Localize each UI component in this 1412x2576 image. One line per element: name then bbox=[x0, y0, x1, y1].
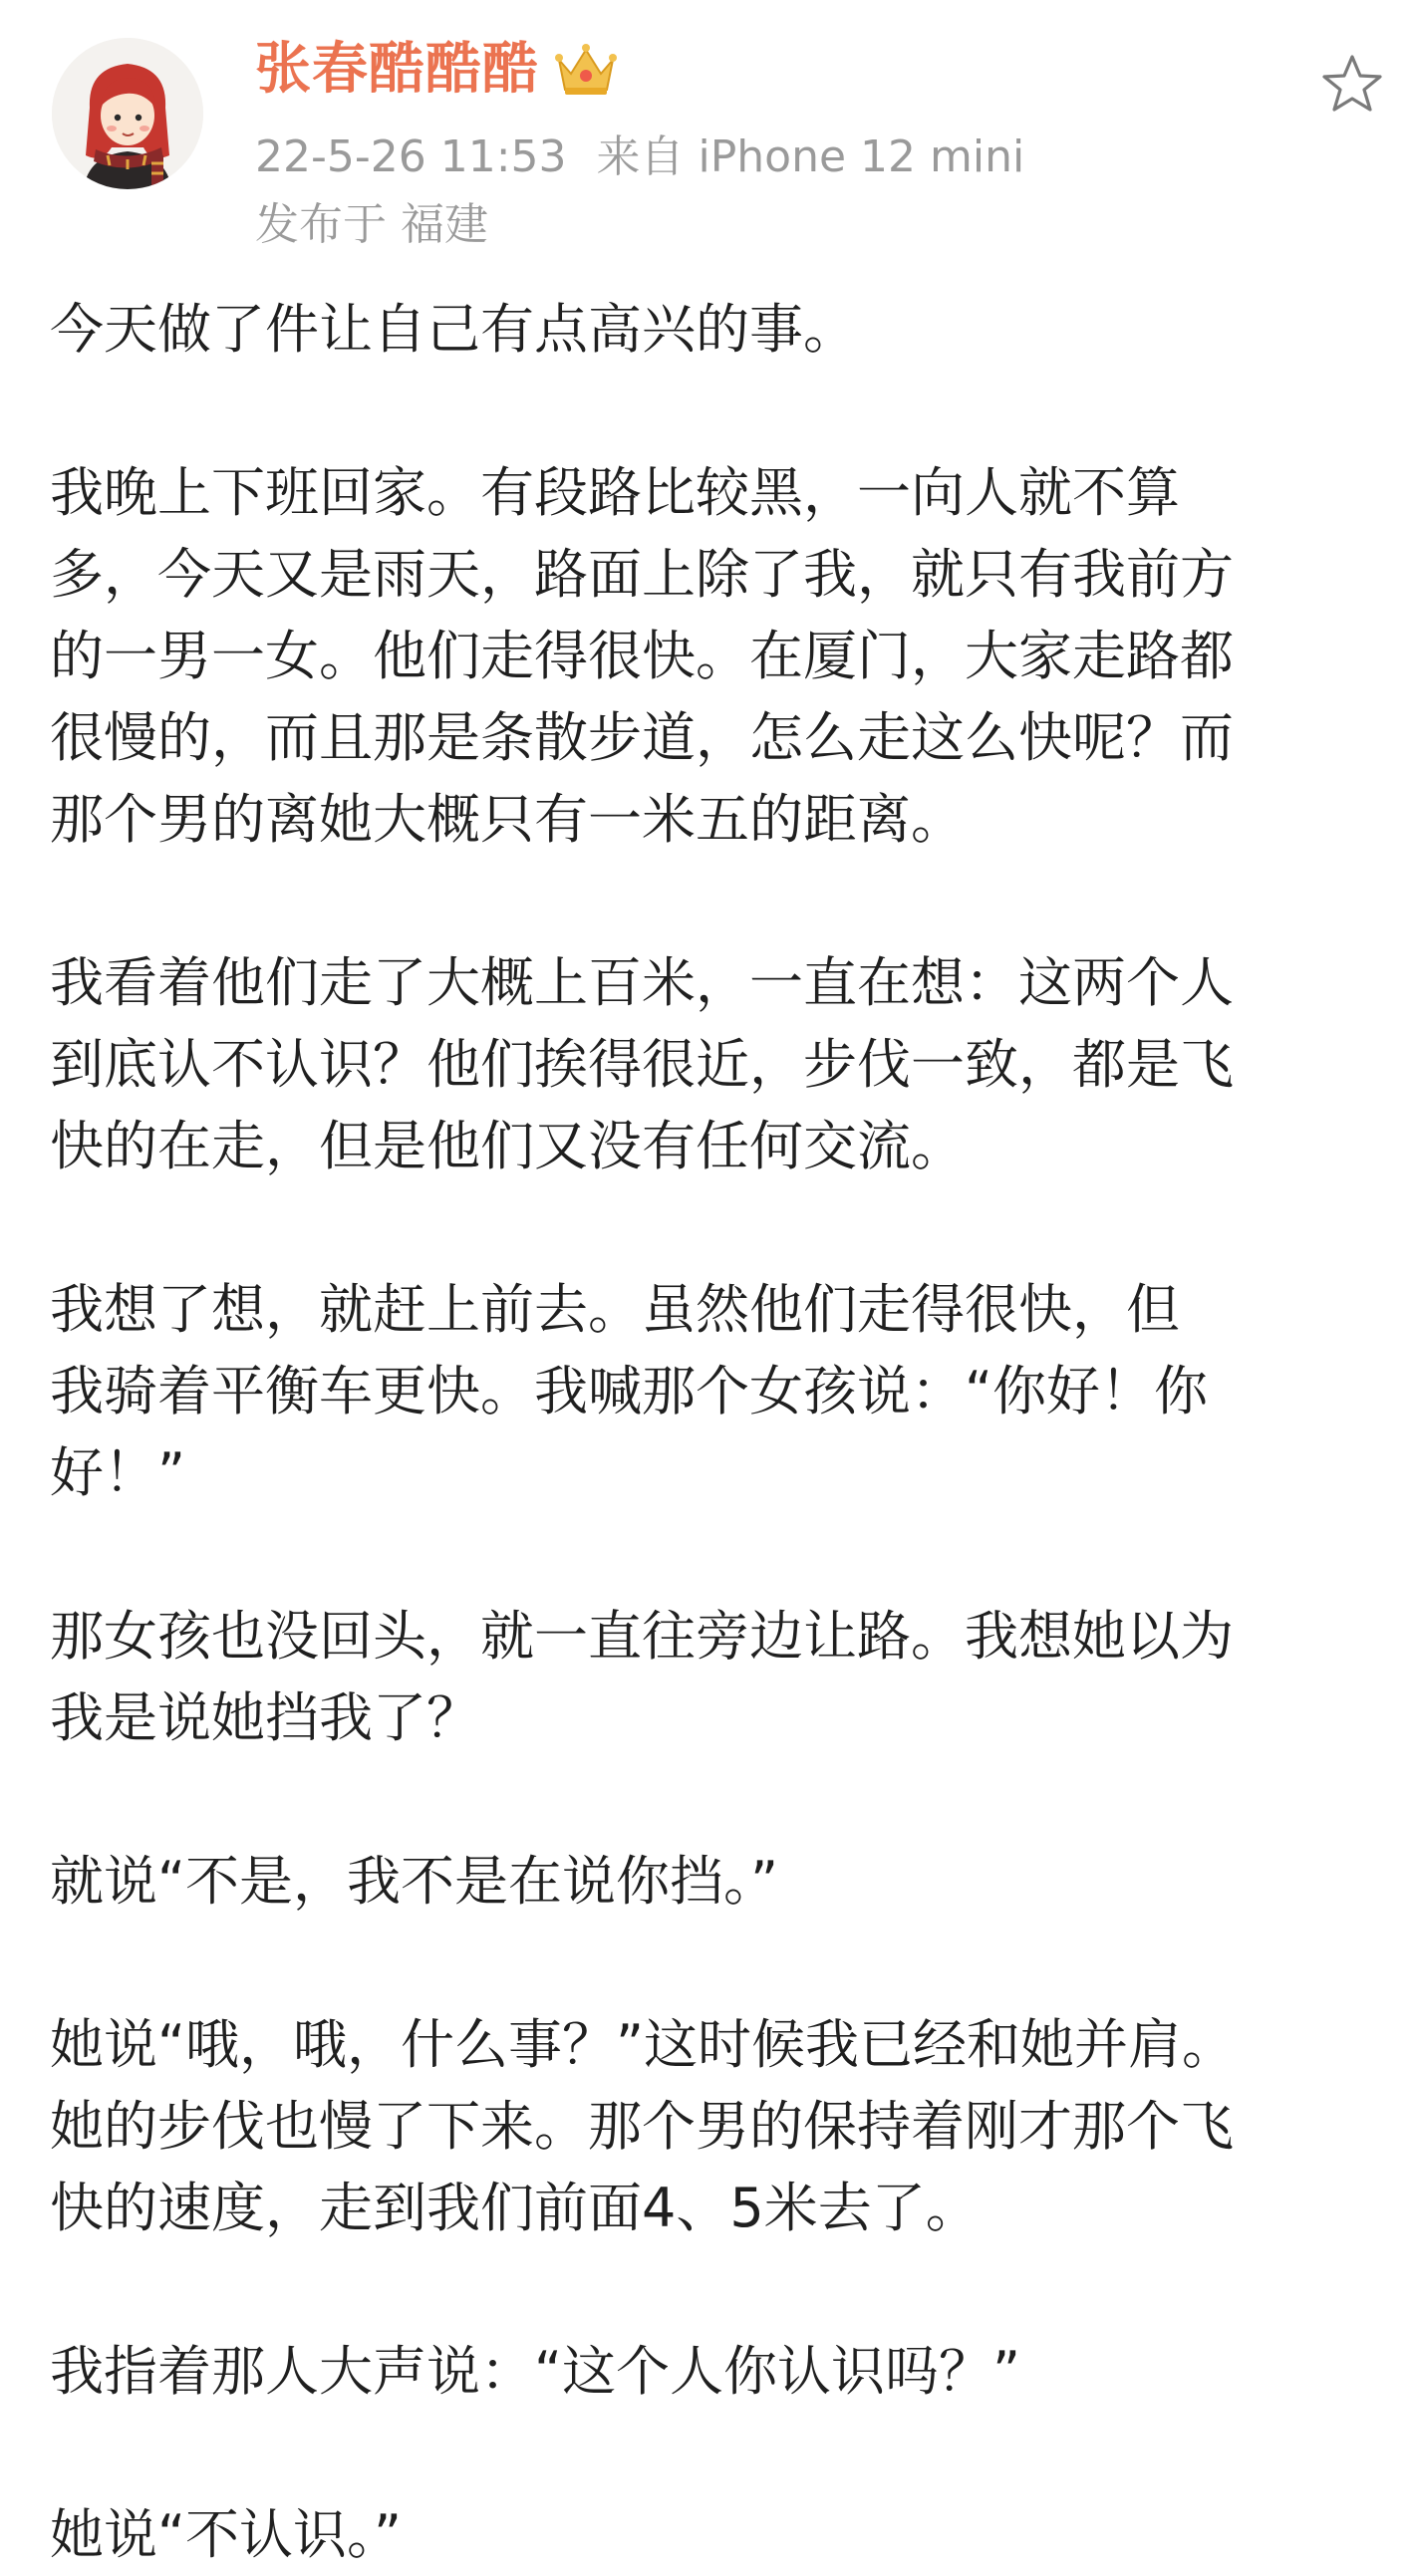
text-line: 我想了想，就赶上前去。虽然他们走得很快，但 bbox=[50, 1278, 1180, 1341]
text-line: 到底认不认识？他们挨得很近，步伐一致，都是飞 bbox=[50, 1033, 1234, 1096]
post-paragraph bbox=[50, 1596, 1375, 1759]
text-line: 快的速度，走到我们前面4、5米去了。 bbox=[50, 2177, 980, 2239]
post-paragraph bbox=[50, 2494, 1375, 2576]
text-line: 那个男的离她大概只有一米五的距离。 bbox=[50, 788, 965, 851]
post-header bbox=[0, 0, 1412, 249]
text-line: 今天做了件让自己有点高兴的事。 bbox=[50, 298, 857, 361]
post-meta bbox=[255, 128, 1024, 187]
username[interactable]: 张春酷酷酷 bbox=[255, 37, 539, 102]
star-icon[interactable] bbox=[1319, 52, 1385, 118]
text-line: 她说“不认识。” bbox=[50, 2503, 402, 2566]
crown-icon[interactable] bbox=[553, 40, 619, 100]
post-paragraph bbox=[50, 1841, 1375, 1923]
post-paragraph bbox=[50, 942, 1375, 1187]
text-line: 我晚上下班回家。有段路比较黑，一向人就不算 bbox=[50, 461, 1180, 524]
text-line: 我看着他们走了大概上百米，一直在想：这两个人 bbox=[50, 951, 1234, 1014]
text-line: 就说“不是，我不是在说你挡。” bbox=[50, 1850, 778, 1913]
text-line: 那女孩也没回头，就一直往旁边让路。我想她以为 bbox=[50, 1605, 1234, 1668]
post-paragraph bbox=[50, 2331, 1375, 2413]
post-source: 来自 iPhone 12 mini bbox=[596, 131, 1025, 182]
avatar-icon[interactable] bbox=[52, 38, 203, 189]
post-body bbox=[50, 289, 1375, 2576]
text-line: 的一男一女。他们走得很快。在厦门，大家走路都 bbox=[50, 625, 1234, 687]
text-line: 多，今天又是雨天，路面上除了我，就只有我前方 bbox=[50, 543, 1234, 606]
text-line: 我指着那人大声说：“这个人你认识吗？” bbox=[50, 2340, 1020, 2403]
text-line: 很慢的，而且那是条散步道，怎么走这么快呢？而 bbox=[50, 706, 1234, 769]
username-row bbox=[255, 30, 619, 110]
text-line: 她说“哦，哦，什么事？”这时候我已经和她并肩。 bbox=[50, 2013, 1236, 2076]
post-timestamp: 22-5-26 11:53 bbox=[255, 131, 567, 182]
text-line: 我是说她挡我了？ bbox=[50, 1686, 480, 1749]
text-line: 好！” bbox=[50, 1441, 185, 1504]
post-paragraph bbox=[50, 289, 1375, 371]
post-paragraph bbox=[50, 1269, 1375, 1514]
post-location: 发布于 福建 bbox=[255, 199, 488, 250]
post-paragraph bbox=[50, 2004, 1375, 2249]
text-line: 我骑着平衡车更快。我喊那个女孩说：“你好！你 bbox=[50, 1360, 1208, 1422]
text-line: 快的在走，但是他们又没有任何交流。 bbox=[50, 1115, 965, 1177]
text-line: 她的步伐也慢了下来。那个男的保持着刚才那个飞 bbox=[50, 2095, 1234, 2158]
post-paragraph bbox=[50, 452, 1375, 861]
